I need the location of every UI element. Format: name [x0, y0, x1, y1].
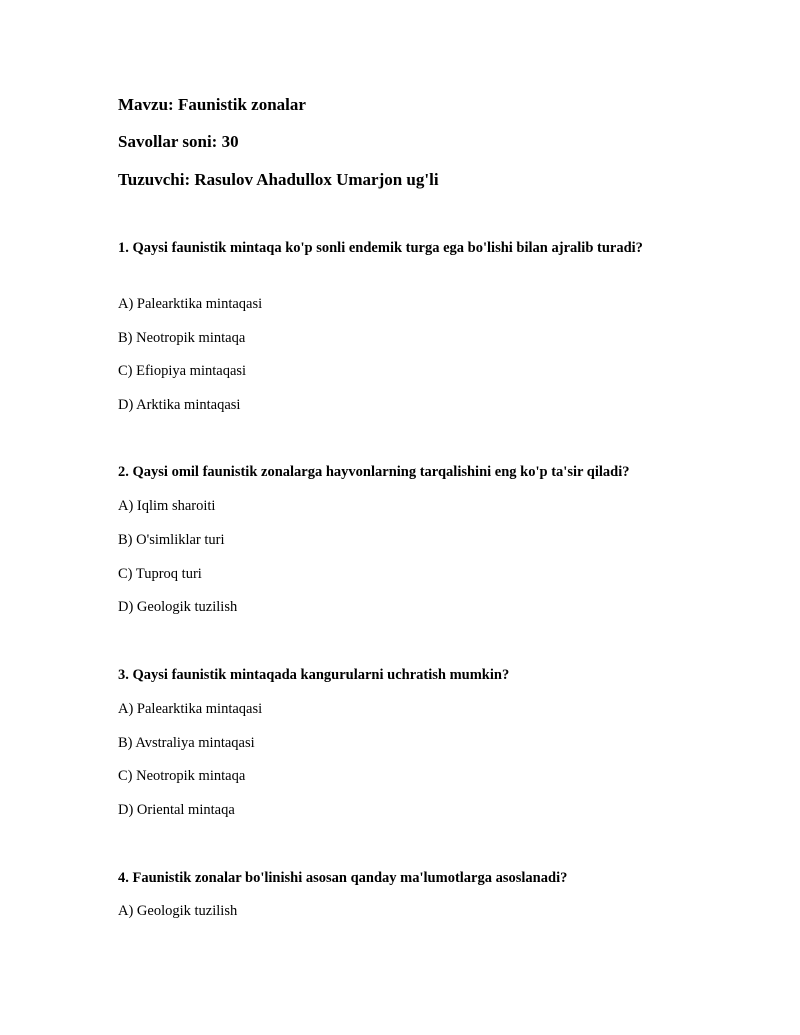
question-3	[118, 665, 678, 686]
topic-heading: Mavzu: Faunistik zonalar	[118, 95, 306, 114]
option-2a: A) Iqlim sharoiti	[118, 498, 216, 514]
question-4	[118, 868, 678, 889]
option-4a: A) Geologik tuzilish	[118, 903, 238, 919]
option-1d: D) Arktika mintaqasi	[118, 397, 241, 413]
question-text: 4. Faunistik zonalar bo'linishi asosan qanday ma'lumotlarga asoslanadi?	[118, 870, 568, 886]
option-3c: C) Neotropik mintaqa	[118, 768, 246, 784]
option-1b: B) Neotropik mintaqa	[118, 330, 246, 346]
question-2	[118, 462, 758, 483]
option-2b: B) O'simliklar turi	[118, 532, 225, 548]
question-text: 3. Qaysi faunistik mintaqada kangurularni uchratish mumkin?	[118, 667, 510, 683]
option-1a: A) Palearktika mintaqasi	[118, 296, 263, 312]
option-3a: A) Palearktika mintaqasi	[118, 701, 263, 717]
question-text: 2. Qaysi omil faunistik zonalarga hayvonlarning tarqalishini eng ko'p ta'sir qiladi?	[118, 464, 630, 480]
author-line: Tuzuvchi: Rasulov Ahadullox Umarjon ug'li	[118, 170, 439, 189]
option-2c: C) Tuproq turi	[118, 566, 202, 582]
option-3b: B) Avstraliya mintaqasi	[118, 735, 255, 751]
option-3d: D) Oriental mintaqa	[118, 802, 235, 818]
question-count: Savollar soni: 30	[118, 132, 239, 151]
question-1	[118, 238, 678, 259]
question-text: 1. Qaysi faunistik mintaqa ko'p sonli endemik turga ega bo'lishi bilan ajralib turadi?	[118, 240, 643, 256]
option-2d: D) Geologik tuzilish	[118, 599, 238, 615]
option-1c: C) Efiopiya mintaqasi	[118, 363, 247, 379]
